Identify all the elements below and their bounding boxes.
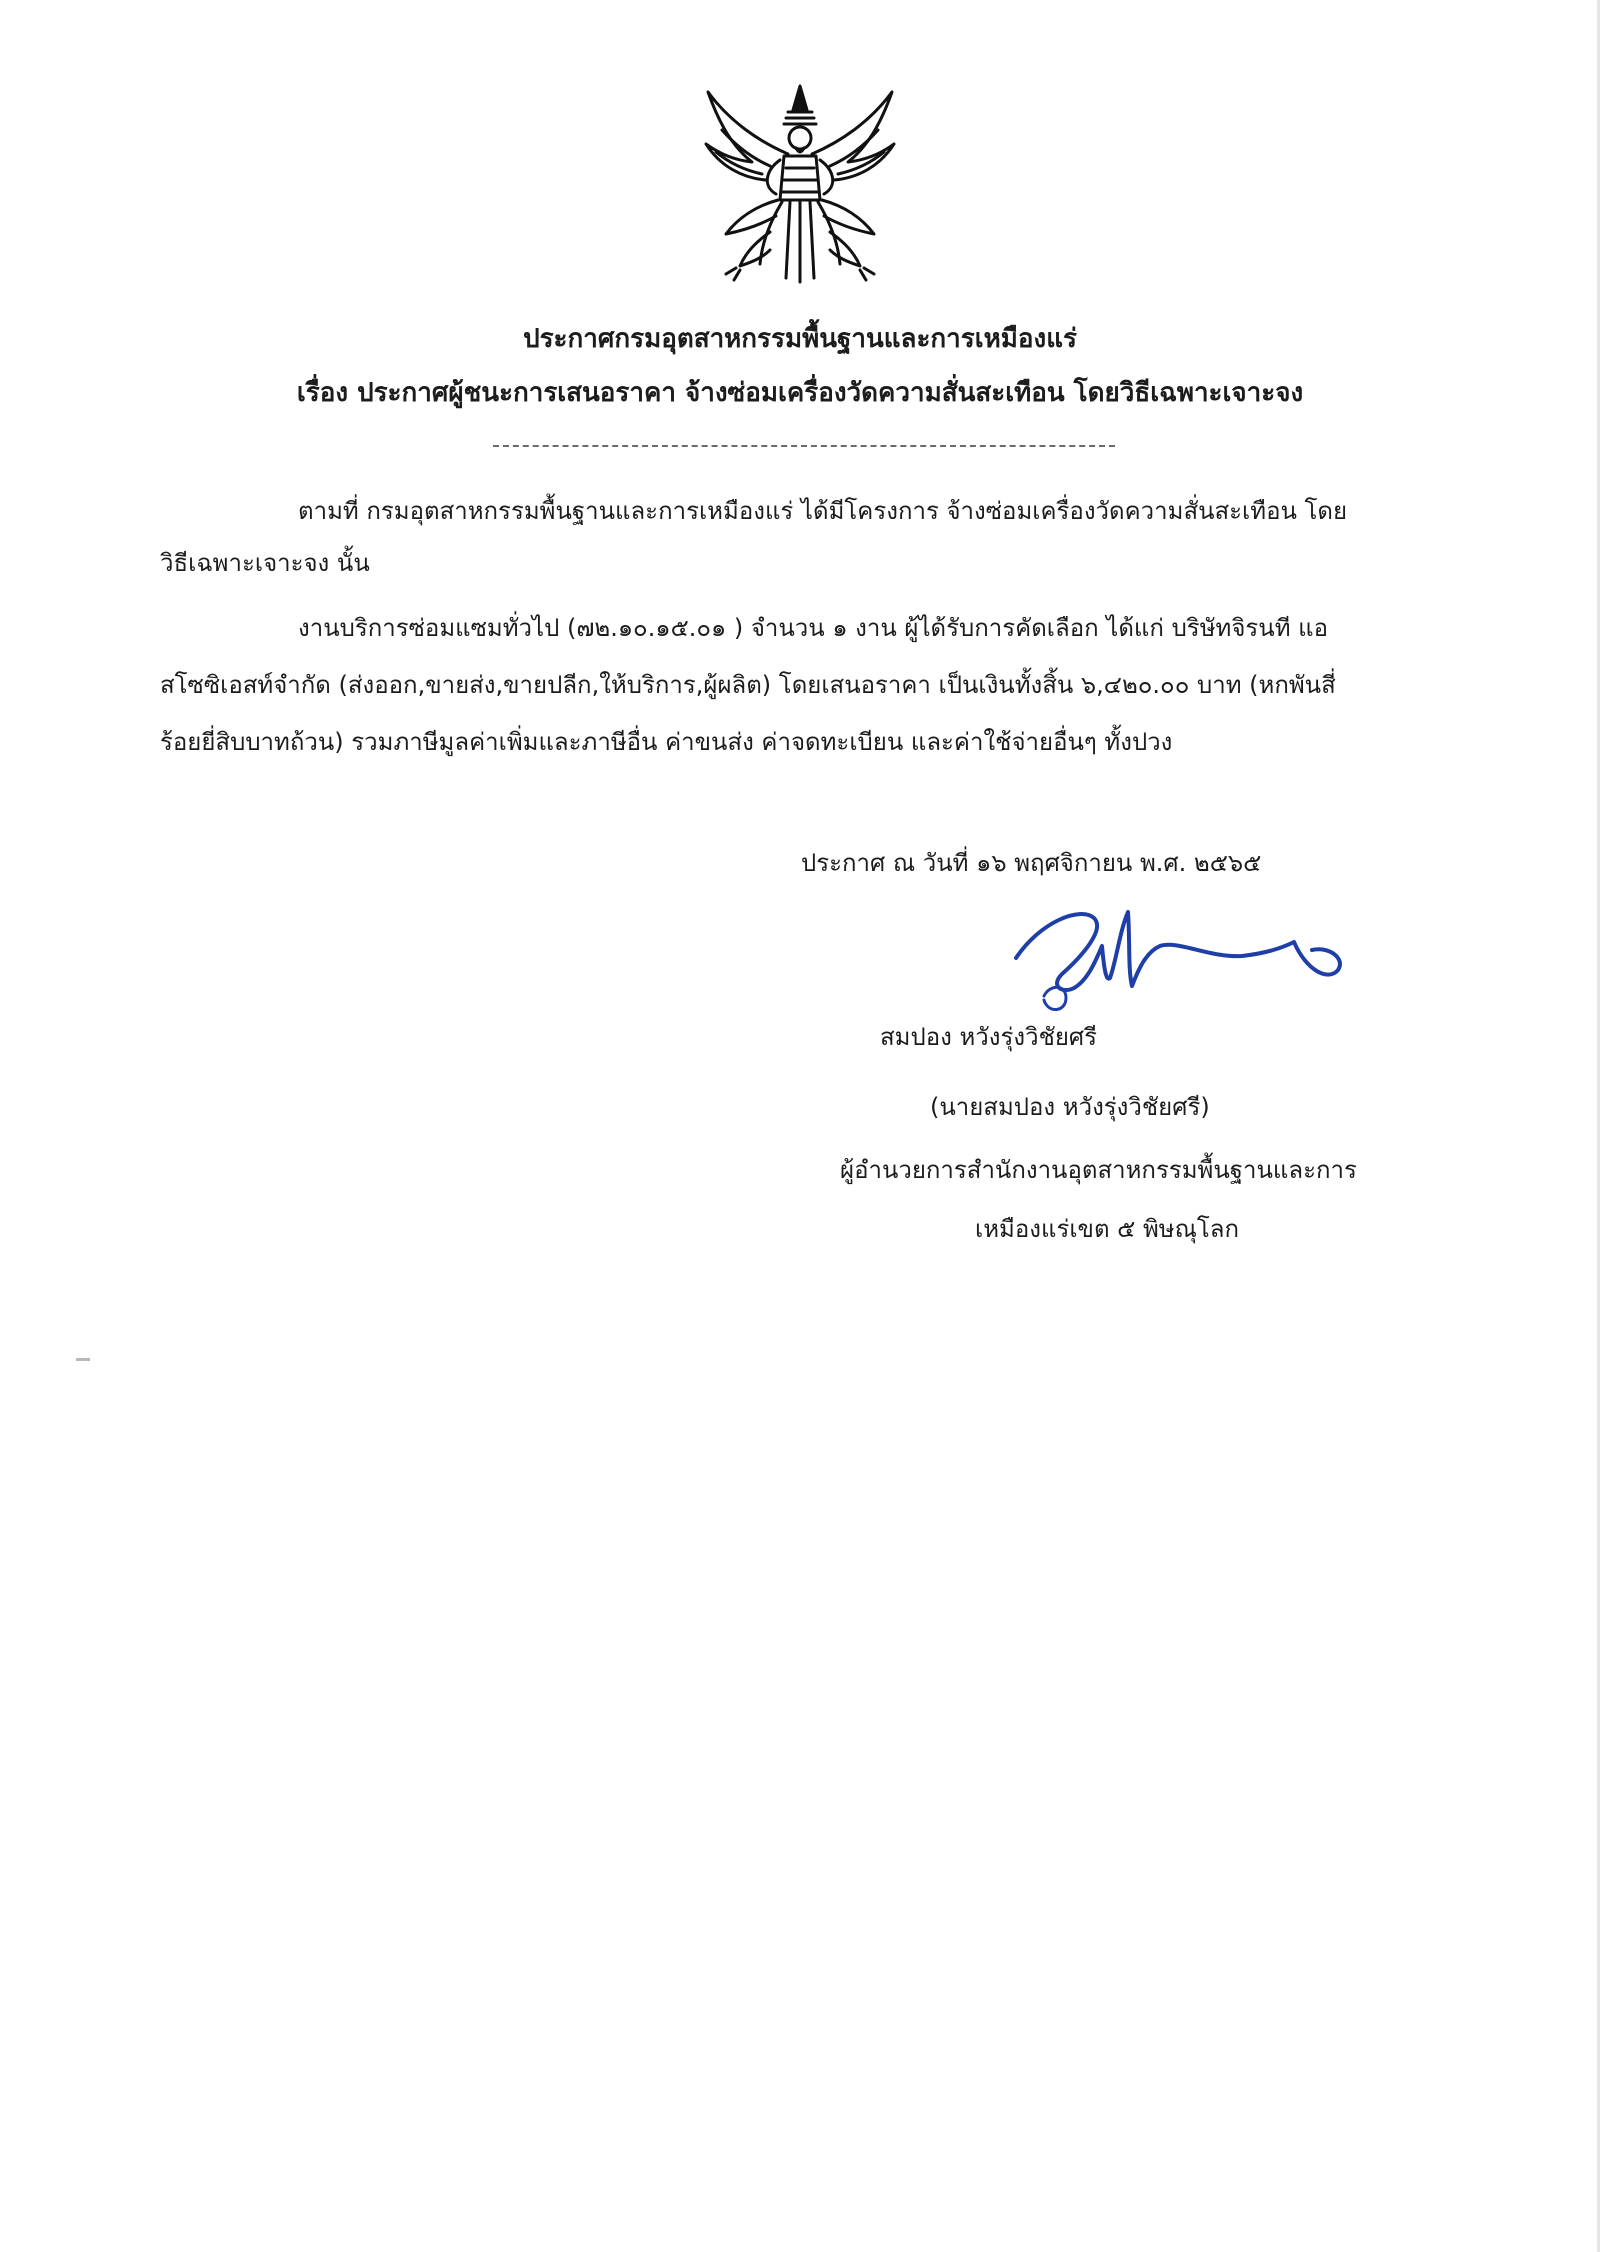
paragraph-2-line-1: งานบริการซ่อมแซมทั่วไป (๗๒.๑๐.๑๕.๐๑ ) จำนวน ๑ งาน ผู้ได้รับการคัดเลือก ได้แก่ บริษัทจิรนที แอ	[298, 614, 1329, 642]
announcement-title: ประกาศกรมอุตสาหกรรมพื้นฐานและการเหมืองแร่	[523, 324, 1077, 354]
signed-name: สมปอง หวังรุ่งวิชัยศรี	[880, 1023, 1098, 1051]
scan-speck	[76, 1358, 90, 1361]
announcement-date: ประกาศ ณ วันที่ ๑๖ พฤศจิกายน พ.ศ. ๒๕๖๕	[801, 849, 1262, 877]
divider-line	[493, 445, 1115, 447]
signatory-position-line-1: ผู้อำนวยการสำนักงานอุตสาหกรรมพื้นฐานและการ	[840, 1156, 1357, 1184]
garuda-emblem-icon	[700, 82, 900, 287]
signatory-position-line-2: เหมืองแร่เขต ๕ พิษณุโลก	[975, 1215, 1239, 1243]
paragraph-2-line-2: สโซซิเอสท์จำกัด (ส่งออก,ขายส่ง,ขายปลีก,ให้บริการ,ผู้ผลิต) โดยเสนอราคา เป็นเงินทั้งสิ้น ๖,๔๒๐.๐๐ บาท (หกพันสี่	[160, 671, 1336, 699]
paragraph-1-line-2: วิธีเฉพาะเจาะจง นั้น	[160, 549, 370, 577]
announcement-subject: เรื่อง ประกาศผู้ชนะการเสนอราคา จ้างซ่อมเครื่องวัดความสั่นสะเทือน โดยวิธีเฉพาะเจาะจง	[296, 378, 1304, 408]
paragraph-2-line-3: ร้อยยี่สิบบาทถ้วน) รวมภาษีมูลค่าเพิ่มและภาษีอื่น ค่าขนส่ง ค่าจดทะเบียน และค่าใช้จ่ายอื่นๆ ทั้งปวง	[160, 728, 1173, 756]
paragraph-1-line-1: ตามที่ กรมอุตสาหกรรมพื้นฐานและการเหมืองแร่ ได้มีโครงการ จ้างซ่อมเครื่องวัดความสั่นสะเทือน โดย	[298, 497, 1348, 525]
signatory-full-name: (นายสมปอง หวังรุ่งวิชัยศรี)	[930, 1093, 1210, 1121]
signature-icon	[1010, 900, 1350, 1030]
